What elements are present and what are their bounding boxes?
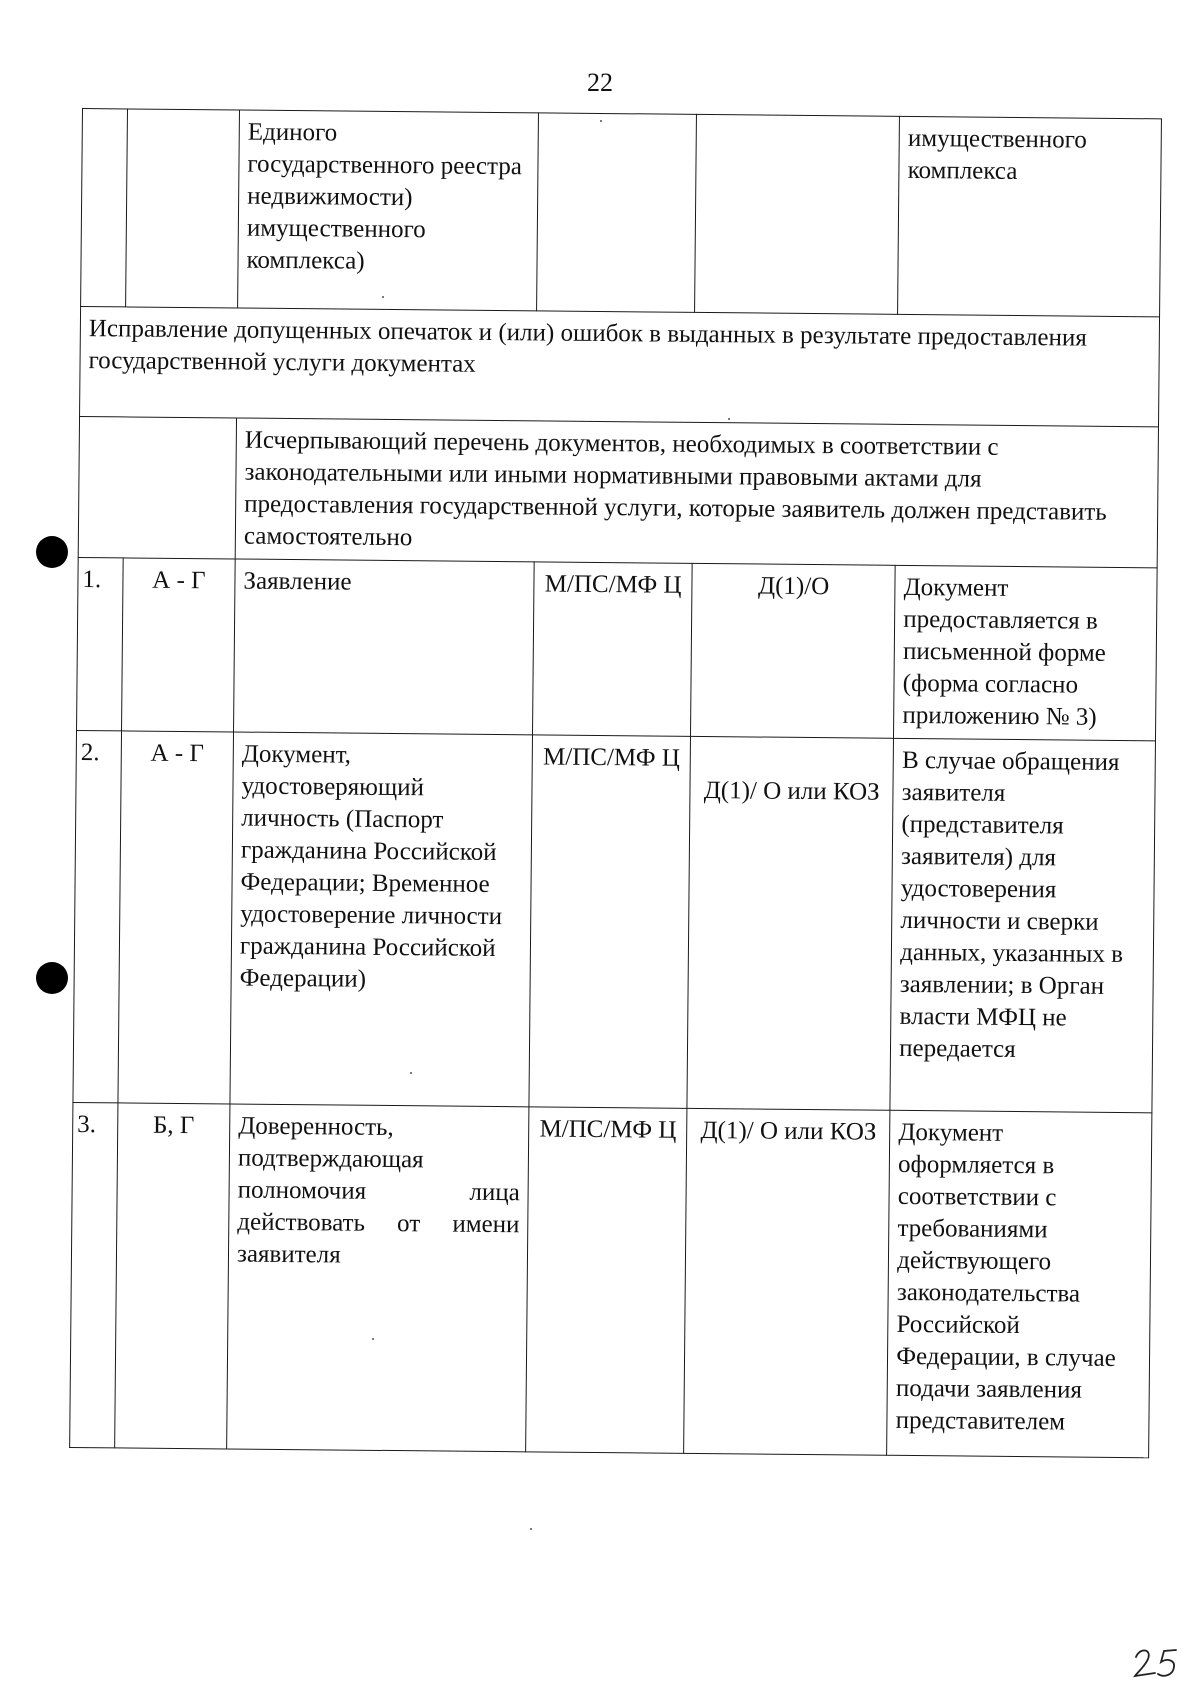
table-row	[77, 557, 1158, 740]
item-form: Д(1)/ О или КОЗ	[684, 1108, 890, 1455]
item-groups: А - Г	[118, 731, 234, 1104]
item-number: 1.	[77, 557, 124, 730]
cont-form-cell	[695, 114, 900, 314]
item-number: 2.	[73, 730, 121, 1102]
cont-group-cell	[125, 109, 239, 308]
documents-table	[69, 108, 1162, 1458]
scan-speck	[530, 1528, 532, 1530]
handwritten-page-number	[1132, 1645, 1186, 1681]
item-form: Д(1)/О	[691, 563, 896, 738]
punch-hole	[36, 536, 68, 568]
item-document: Заявление	[234, 559, 535, 735]
table-row	[73, 730, 1156, 1112]
cont-document-cell: Единого государственного реестра недвижимости) имущественного комплекса)	[238, 110, 539, 311]
page-number: 22	[587, 68, 613, 97]
table-row	[80, 306, 1160, 426]
section-title: Исправление допущенных опечаток и (или) ошибок в выданных в результате предоставления государственной услуги документах	[80, 306, 1160, 426]
item-groups: Б, Г	[114, 1103, 229, 1449]
item-document: Документ, удостоверяющий личность (Паспорт гражданина Российской Федерации; Временное удостоверение личности гражданина Российской Федерации)	[230, 732, 533, 1107]
scan-speck	[410, 1072, 412, 1074]
item-channel: М/ПС/МФ Ц	[526, 1107, 687, 1454]
scan-speck	[382, 296, 384, 298]
scan-speck	[600, 120, 602, 122]
item-channel: М/ПС/МФ Ц	[529, 735, 691, 1109]
item-number: 3.	[70, 1102, 118, 1447]
cont-num-cell	[81, 109, 128, 307]
subsection-title: Исчерпывающий перечень документов, необходимых в соответствии с законодательными или иными нормативными правовыми актами для предоставления государственной услуги, которые заявитель должен представить самостоятельно	[235, 418, 1158, 568]
table-row	[78, 416, 1158, 567]
subsection-empty-cell	[78, 416, 236, 559]
table-row	[70, 1102, 1152, 1457]
cont-channel-cell	[537, 113, 697, 313]
item-form: Д(1)/ О или КОЗ	[687, 736, 894, 1110]
table-row	[81, 109, 1162, 317]
item-note: В случае обращения заявителя (представителя заявителя) для удостоверения личности и сверки данных, указанных в заявлении; в Орган власти МФЦ не передается	[890, 738, 1155, 1112]
scan-speck	[372, 1338, 374, 1340]
item-document: Доверенность, подтверждающая полномочия лица действовать от имени заявителя	[227, 1104, 529, 1452]
scan-speck	[728, 418, 730, 420]
item-note: Документ предоставляется в письменной форме (форма согласно приложению № 3)	[894, 565, 1157, 741]
punch-hole	[36, 962, 68, 994]
item-groups: А - Г	[121, 558, 235, 732]
item-note: Документ оформляется в соответствии с требованиями действующего законодательства Российской Федерации, в случае подачи заявления представителем	[887, 1110, 1152, 1457]
cont-note-cell: имущественного комплекса	[898, 116, 1162, 317]
item-channel: М/ПС/МФ Ц	[533, 562, 693, 737]
